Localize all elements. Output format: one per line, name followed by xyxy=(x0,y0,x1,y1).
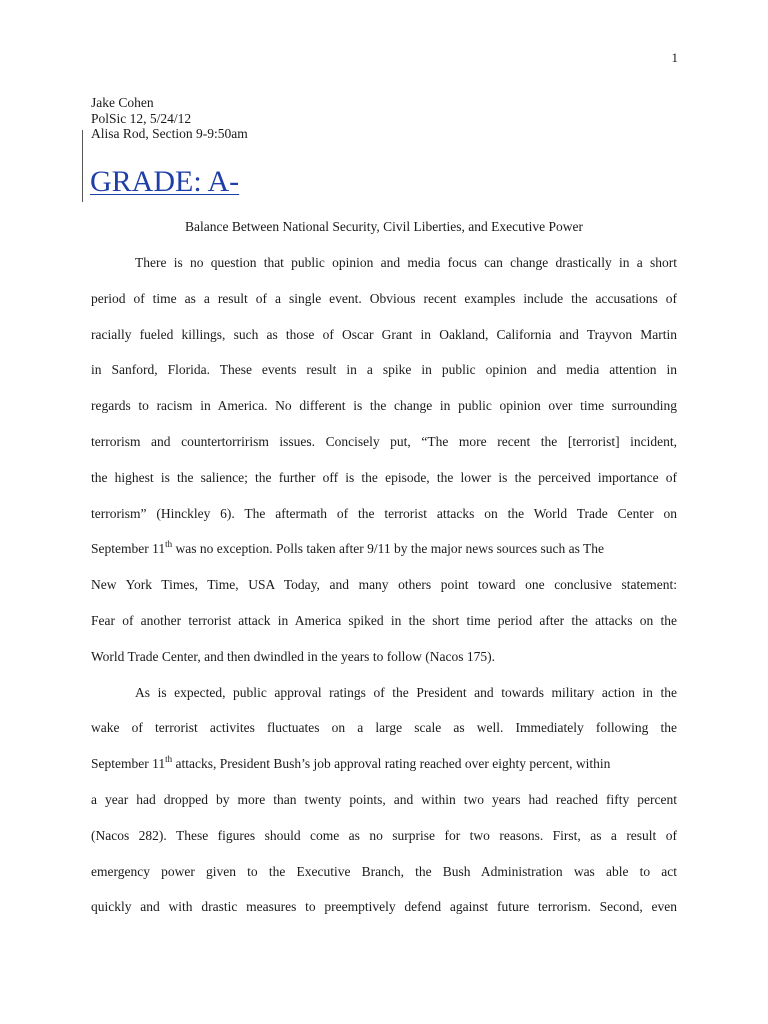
paragraph-line: As is expected, public approval ratings of the President and towards military action in the xyxy=(135,684,677,700)
paragraph-line xyxy=(91,755,677,791)
author-name: Jake Cohen xyxy=(91,95,154,110)
paragraph-line: terrorism and countertorrirism issues. Concisely put, “The more recent the [terrorist] incident, xyxy=(91,433,677,449)
header-block xyxy=(91,95,248,142)
revision-bar xyxy=(82,130,83,202)
paragraph-line: period of time as a result of a single event. Obvious recent examples include the accusations of xyxy=(91,290,677,306)
line-segment: was no exception. Polls taken after 9/11 by the major news sources such as The xyxy=(175,541,605,557)
paragraph-line xyxy=(91,540,677,576)
instructor-section: Alisa Rod, Section 9-9:50am xyxy=(91,126,248,141)
paragraph-line: in Sanford, Florida. These events result in a spike in public opinion and media attention in xyxy=(91,362,677,378)
paragraph-line: the highest is the salience; the further off is the episode, the lower is the perceived importance of xyxy=(91,469,677,485)
paragraph-line: regards to racism in America. No different is the change in public opinion over time surrounding xyxy=(91,398,677,414)
page-number: 1 xyxy=(671,50,678,65)
paragraph-line: a year had dropped by more than twenty points, and within two years had reached fifty percent xyxy=(91,791,677,807)
paragraph-line: racially fueled killings, such as those of Oscar Grant in Oakland, California and Trayvon Martin xyxy=(91,326,677,342)
ordinal-suffix: th xyxy=(165,754,173,765)
line-segment: attacks, President Bush’s job approval rating reached over eighty percent, within xyxy=(175,756,611,772)
paragraph-line: Fear of another terrorist attack in America spiked in the short time period after the attacks on the xyxy=(91,612,677,628)
paragraph-line: wake of terrorist activites fluctuates on a large scale as well. Immediately following the xyxy=(91,720,677,736)
paragraph-line: (Nacos 282). These figures should come as no surprise for two reasons. First, as a result of xyxy=(91,827,677,843)
paragraph-line: New York Times, Time, USA Today, and many others point toward one conclusive statement: xyxy=(91,577,677,593)
grade-annotation: GRADE: A- xyxy=(90,165,240,198)
line-segment: September 11 xyxy=(91,756,166,772)
paragraph-line: emergency power given to the Executive Branch, the Bush Administration was able to act xyxy=(91,863,677,879)
paragraph-line: terrorism” (Hinckley 6). The aftermath of the terrorist attacks on the World Trade Center on xyxy=(91,505,677,521)
course-date: PolSic 12, 5/24/12 xyxy=(91,110,192,126)
paragraph-line: There is no question that public opinion and media focus can change drastically in a short xyxy=(135,255,677,270)
essay-title: Balance Between National Security, Civil Liberties, and Executive Power xyxy=(185,219,583,234)
essay-body xyxy=(91,254,677,934)
ordinal-suffix: th xyxy=(165,539,173,550)
paragraph-line: quickly and with drastic measures to preemptively defend against future terrorism. Second, even xyxy=(91,899,677,915)
line-segment: September 11 xyxy=(91,541,166,557)
paragraph-line: World Trade Center, and then dwindled in the years to follow (Nacos 175). xyxy=(91,648,496,664)
